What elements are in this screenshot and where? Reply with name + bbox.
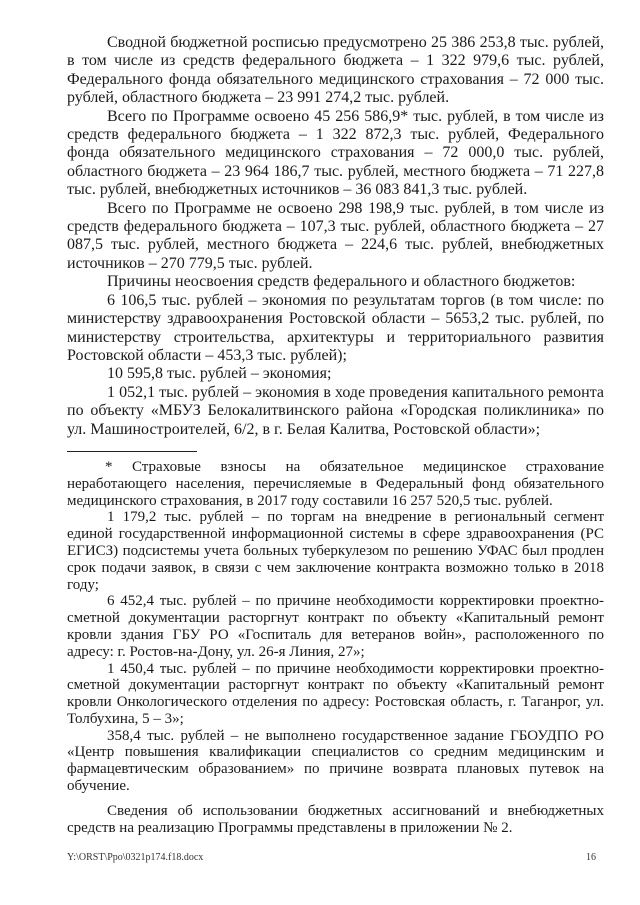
paragraph-reason-savings: 10 595,8 тыс. рублей – экономия;	[107, 365, 332, 383]
paragraph-spent-total: Всего по Программе освоено 45 256 586,9* тыс. рублей, в том числе из средств федерального бюджета – 1 322 872,3 тыс. рублей, Федерального фонда обязательного медицинского страхования – 72 000,0 тыс. рублей, областного бюджета – 23 964 186,7 тыс. рублей, местного бюджета – 71 227,8 тыс. рублей, внебюджетных источников – 36 083 841,3 тыс. рублей.	[67, 107, 604, 199]
paragraph-planned-budget: Сводной бюджетной росписью предусмотрено 25 386 253,8 тыс. рублей, в том числе из средств федерального бюджета – 1 322 979,6 тыс. рублей, Федерального фонда обязательного медицинского страхования – 72 000 тыс. рублей, областного бюджета – 23 991 274,2 тыс. рублей.	[67, 34, 604, 107]
footnote-separator	[67, 451, 197, 452]
paragraph-reason-egisz: 1 179,2 тыс. рублей – по торгам на внедрение в региональный сегмент единой государственной информационной системы в сфере здравоохранения (РС ЕГИСЗ) подсистемы учета больных туберкулезом по решению УФАС был продлен срок подачи заявок, в связи с чем заключение контракта возможно только в 2018 году;	[67, 509, 604, 593]
document-body	[67, 34, 604, 836]
paragraph-reason-hospital-roof: 6 452,4 тыс. рублей – по причине необходимости корректировки проектно-сметной документации расторгнут контракт по объекту «Капитальный ремонт кровли здания ГБУ РО «Госпиталь для ветеранов войн», расположенного по адресу: г. Ростов-на-Дону, ул. 26-я Линия, 27»;	[67, 593, 604, 660]
paragraph-reason-tender-savings: 6 106,5 тыс. рублей – экономия по результатам торгов (в том числе: по министерству здравоохранения Ростовской области – 5653,2 тыс. рублей, по министерству строительства, архитектуры и территориального развития Ростовской области – 453,3 тыс. рублей);	[67, 291, 604, 364]
paragraph-reason-oncology-roof: 1 450,4 тыс. рублей – по причине необходимости корректировки проектно-сметной документации расторгнут контракт по объекту «Капитальный ремонт кровли Онкологического отделения по адресу: Ростовская область, г. Таганрог, ул. Толбухина, 5 – 3»;	[67, 660, 604, 727]
notes-section	[67, 459, 604, 837]
paragraph-unspent-total: Всего по Программе не освоено 298 198,9 тыс. рублей, в том числе из средств федерального бюджета – 107,3 тыс. рублей, областного бюджета – 27 087,5 тыс. рублей, местного бюджета – 224,6 тыс. рублей, внебюджетных источников – 270 779,5 тыс. рублей.	[67, 199, 604, 272]
paragraph-reasons-heading: Причины неосвоения средств федерального и областного бюджетов:	[107, 273, 576, 291]
footnote: * Страховые взносы на обязательное медицинское страхование неработающего населения, перечисляемые в Федеральный фонд обязательного медицинского страхования, в 2017 году составили 16 257 520,5 тыс. рублей.	[67, 458, 604, 509]
paragraph-reason-repair-savings: 1 052,1 тыс. рублей – экономия в ходе проведения капитального ремонта по объекту «МБУЗ Белокалитвинского района «Городская поликлиника» по ул. Машиностроителей, 6/2, в г. Белая Калитва, Ростовской области»;	[67, 383, 604, 438]
page-number: 16	[586, 852, 596, 863]
paragraph-reason-state-task: 358,4 тыс. рублей – не выполнено государственное задание ГБОУДПО РО «Центр повышения квалификации специалистов со средним медицинским и фармацевтическим образованием» по причине возврата плановых путевок на обучение.	[67, 727, 604, 795]
file-path: Y:\ORST\Ppo\0321p174.f18.docx	[67, 852, 204, 863]
paragraph-appendix-reference: Сведения об использовании бюджетных ассигнований и внебюджетных средств на реализацию Программы представлены в приложении № 2.	[67, 802, 604, 836]
